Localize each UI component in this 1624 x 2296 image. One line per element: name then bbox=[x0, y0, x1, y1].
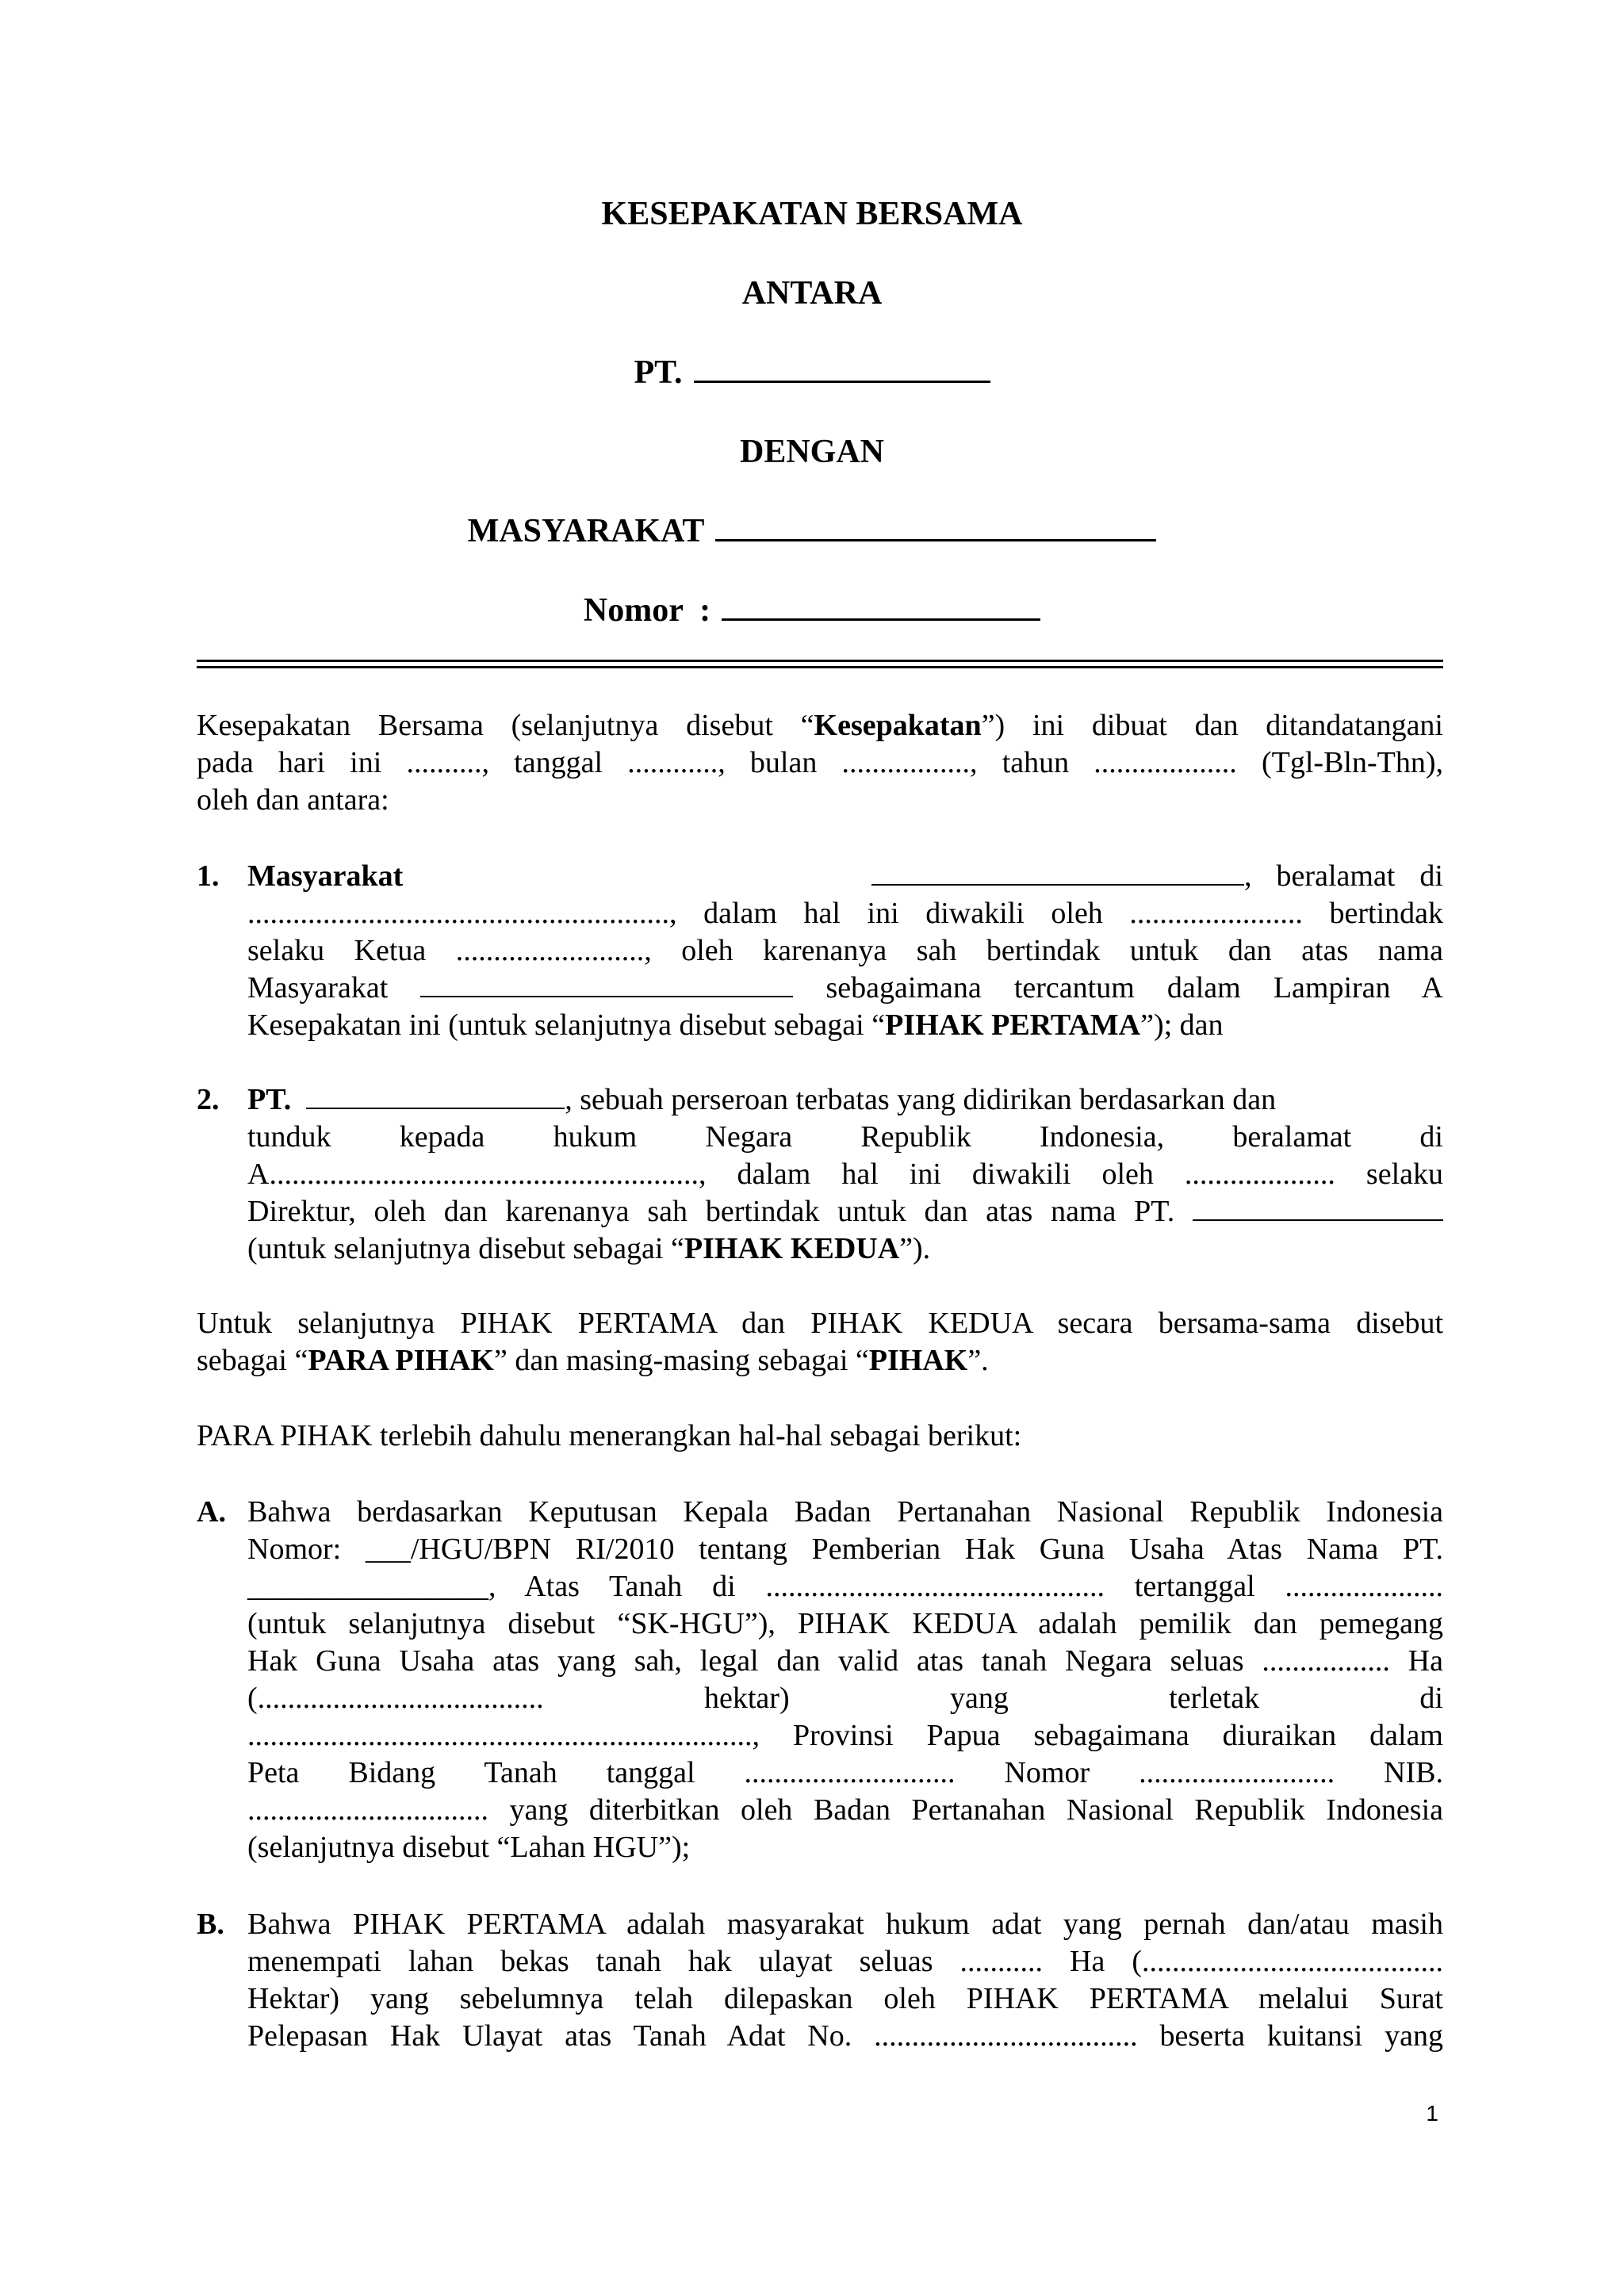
recital-line: Hektar) yang sebelumnya telah dilepaskan oleh PIHAK PERTAMA melalui Surat bbox=[247, 1982, 1443, 2015]
paragraph-line: PARA PIHAK terlebih dahulu menerangkan hal-hal sebagai berikut: bbox=[197, 1419, 1022, 1452]
recital-letter: B. bbox=[197, 1908, 224, 1941]
company-prefix: PT. bbox=[634, 354, 683, 391]
company-name-blank bbox=[694, 352, 990, 383]
community-blank bbox=[420, 972, 793, 997]
community-name-blank bbox=[715, 511, 1156, 541]
recital-line: Nomor: ___/HGU/BPN RI/2010 tentang Pemberian Hak Guna Usaha Atas Nama PT. bbox=[247, 1533, 1443, 1566]
company-line bbox=[0, 352, 1624, 393]
community-line bbox=[0, 511, 1624, 552]
number-blank bbox=[722, 590, 1040, 621]
recital-line: (...................................... hektar) yang terletak di bbox=[247, 1682, 1443, 1715]
header-rule-top bbox=[197, 660, 1443, 662]
recital-line: ..................................................................., Provinsi Papua sebagaimana diuraikan dalam bbox=[247, 1719, 1443, 1752]
recital-letter: A. bbox=[197, 1495, 226, 1529]
intro-line: Kesepakatan Bersama (selanjutnya disebut “Kesepakatan”) ini dibuat dan ditandatangani bbox=[197, 709, 1443, 742]
company-blank bbox=[1193, 1196, 1443, 1221]
between-label: ANTARA bbox=[741, 275, 883, 312]
intro-line: pada hari ini .........., tanggal ............, bulan ................., tahun ................... (Tgl-Bln-Thn), bbox=[197, 746, 1443, 779]
with-label: DENGAN bbox=[739, 434, 884, 470]
recital-line: menempati lahan bekas tanah hak ulayat seluas ........... Ha (........................................ bbox=[247, 1945, 1443, 1978]
party-line: Kesepakatan ini (untuk selanjutnya disebut sebagai “PIHAK PERTAMA”); dan bbox=[247, 1008, 1224, 1042]
party-line: PT. , sebuah perseroan terbatas yang didirikan berdasarkan dan bbox=[247, 1083, 1277, 1116]
party-2-body bbox=[247, 1081, 1443, 1268]
party-line: Masyarakat , beralamat di bbox=[247, 859, 1443, 893]
recital-line: Bahwa berdasarkan Keputusan Kepala Badan Pertanahan Nasional Republik Indonesia bbox=[247, 1495, 1443, 1529]
page-number: 1 bbox=[1426, 2101, 1438, 2126]
recital-b-body bbox=[247, 1906, 1443, 2055]
intro-line: oleh dan antara: bbox=[197, 783, 389, 817]
community-label: MASYARAKAT bbox=[467, 513, 705, 549]
recital-line: Hak Guna Usaha atas yang sah, legal dan valid atas tanah Negara seluas ................. Ha bbox=[247, 1644, 1443, 1678]
recital-line: ................................ yang diterbitkan oleh Badan Pertanahan Nasional Republik Indonesia bbox=[247, 1793, 1443, 1827]
party-line: Masyarakat sebagaimana tercantum dalam Lampiran A bbox=[247, 971, 1443, 1004]
party-line: tunduk kepada hukum Negara Republik Indonesia, beralamat di bbox=[247, 1120, 1443, 1154]
header-rule-bottom bbox=[197, 666, 1443, 668]
company-blank bbox=[306, 1084, 565, 1109]
intro-paragraph bbox=[197, 707, 1443, 819]
recital-a-body bbox=[247, 1494, 1443, 1866]
number-line bbox=[0, 590, 1624, 631]
party-line: Direktur, oleh dan karenanya sah bertindak untuk dan atas nama PT. bbox=[247, 1193, 1443, 1230]
party-line: A........................................................., dalam hal ini diwakili oleh .................... selaku bbox=[247, 1158, 1443, 1191]
party-line: selaku Ketua ........................., oleh karenanya sah bertindak untuk dan atas nama bbox=[247, 934, 1443, 967]
recital-line: Pelepasan Hak Ulayat atas Tanah Adat No. ................................... beserta kuitansi yang bbox=[247, 2019, 1443, 2053]
recital-line: Peta Bidang Tanah tanggal ............................ Nomor .......................... NIB. bbox=[247, 1756, 1443, 1789]
parties-together-paragraph bbox=[197, 1305, 1443, 1380]
paragraph-line: Untuk selanjutnya PIHAK PERTAMA dan PIHAK KEDUA secara bersama-sama disebut bbox=[197, 1307, 1443, 1340]
recital-line: ________________, Atas Tanah di ............................................. tertanggal ..................... bbox=[247, 1570, 1443, 1603]
community-blank bbox=[871, 860, 1244, 886]
explains-paragraph bbox=[197, 1418, 1443, 1455]
party-number: 2. bbox=[197, 1083, 220, 1116]
party-line: ........................................................, dalam hal ini diwakili oleh ....................... bertindak bbox=[247, 897, 1443, 930]
document-title: KESEPAKATAN BERSAMA bbox=[601, 196, 1023, 232]
recital-line: (selanjutnya disebut “Lahan HGU”); bbox=[247, 1831, 691, 1864]
party-line: (untuk selanjutnya disebut sebagai “PIHAK KEDUA”). bbox=[247, 1232, 931, 1265]
party-number: 1. bbox=[197, 859, 220, 893]
paragraph-line: sebagai “PARA PIHAK” dan masing-masing sebagai “PIHAK”. bbox=[197, 1344, 989, 1377]
recital-line: Bahwa PIHAK PERTAMA adalah masyarakat hukum adat yang pernah dan/atau masih bbox=[247, 1908, 1443, 1941]
number-label: Nomor : bbox=[583, 592, 711, 629]
party-1-body bbox=[247, 858, 1443, 1044]
recital-line: (untuk selanjutnya disebut “SK-HGU”), PIHAK KEDUA adalah pemilik dan pemegang bbox=[247, 1607, 1443, 1640]
